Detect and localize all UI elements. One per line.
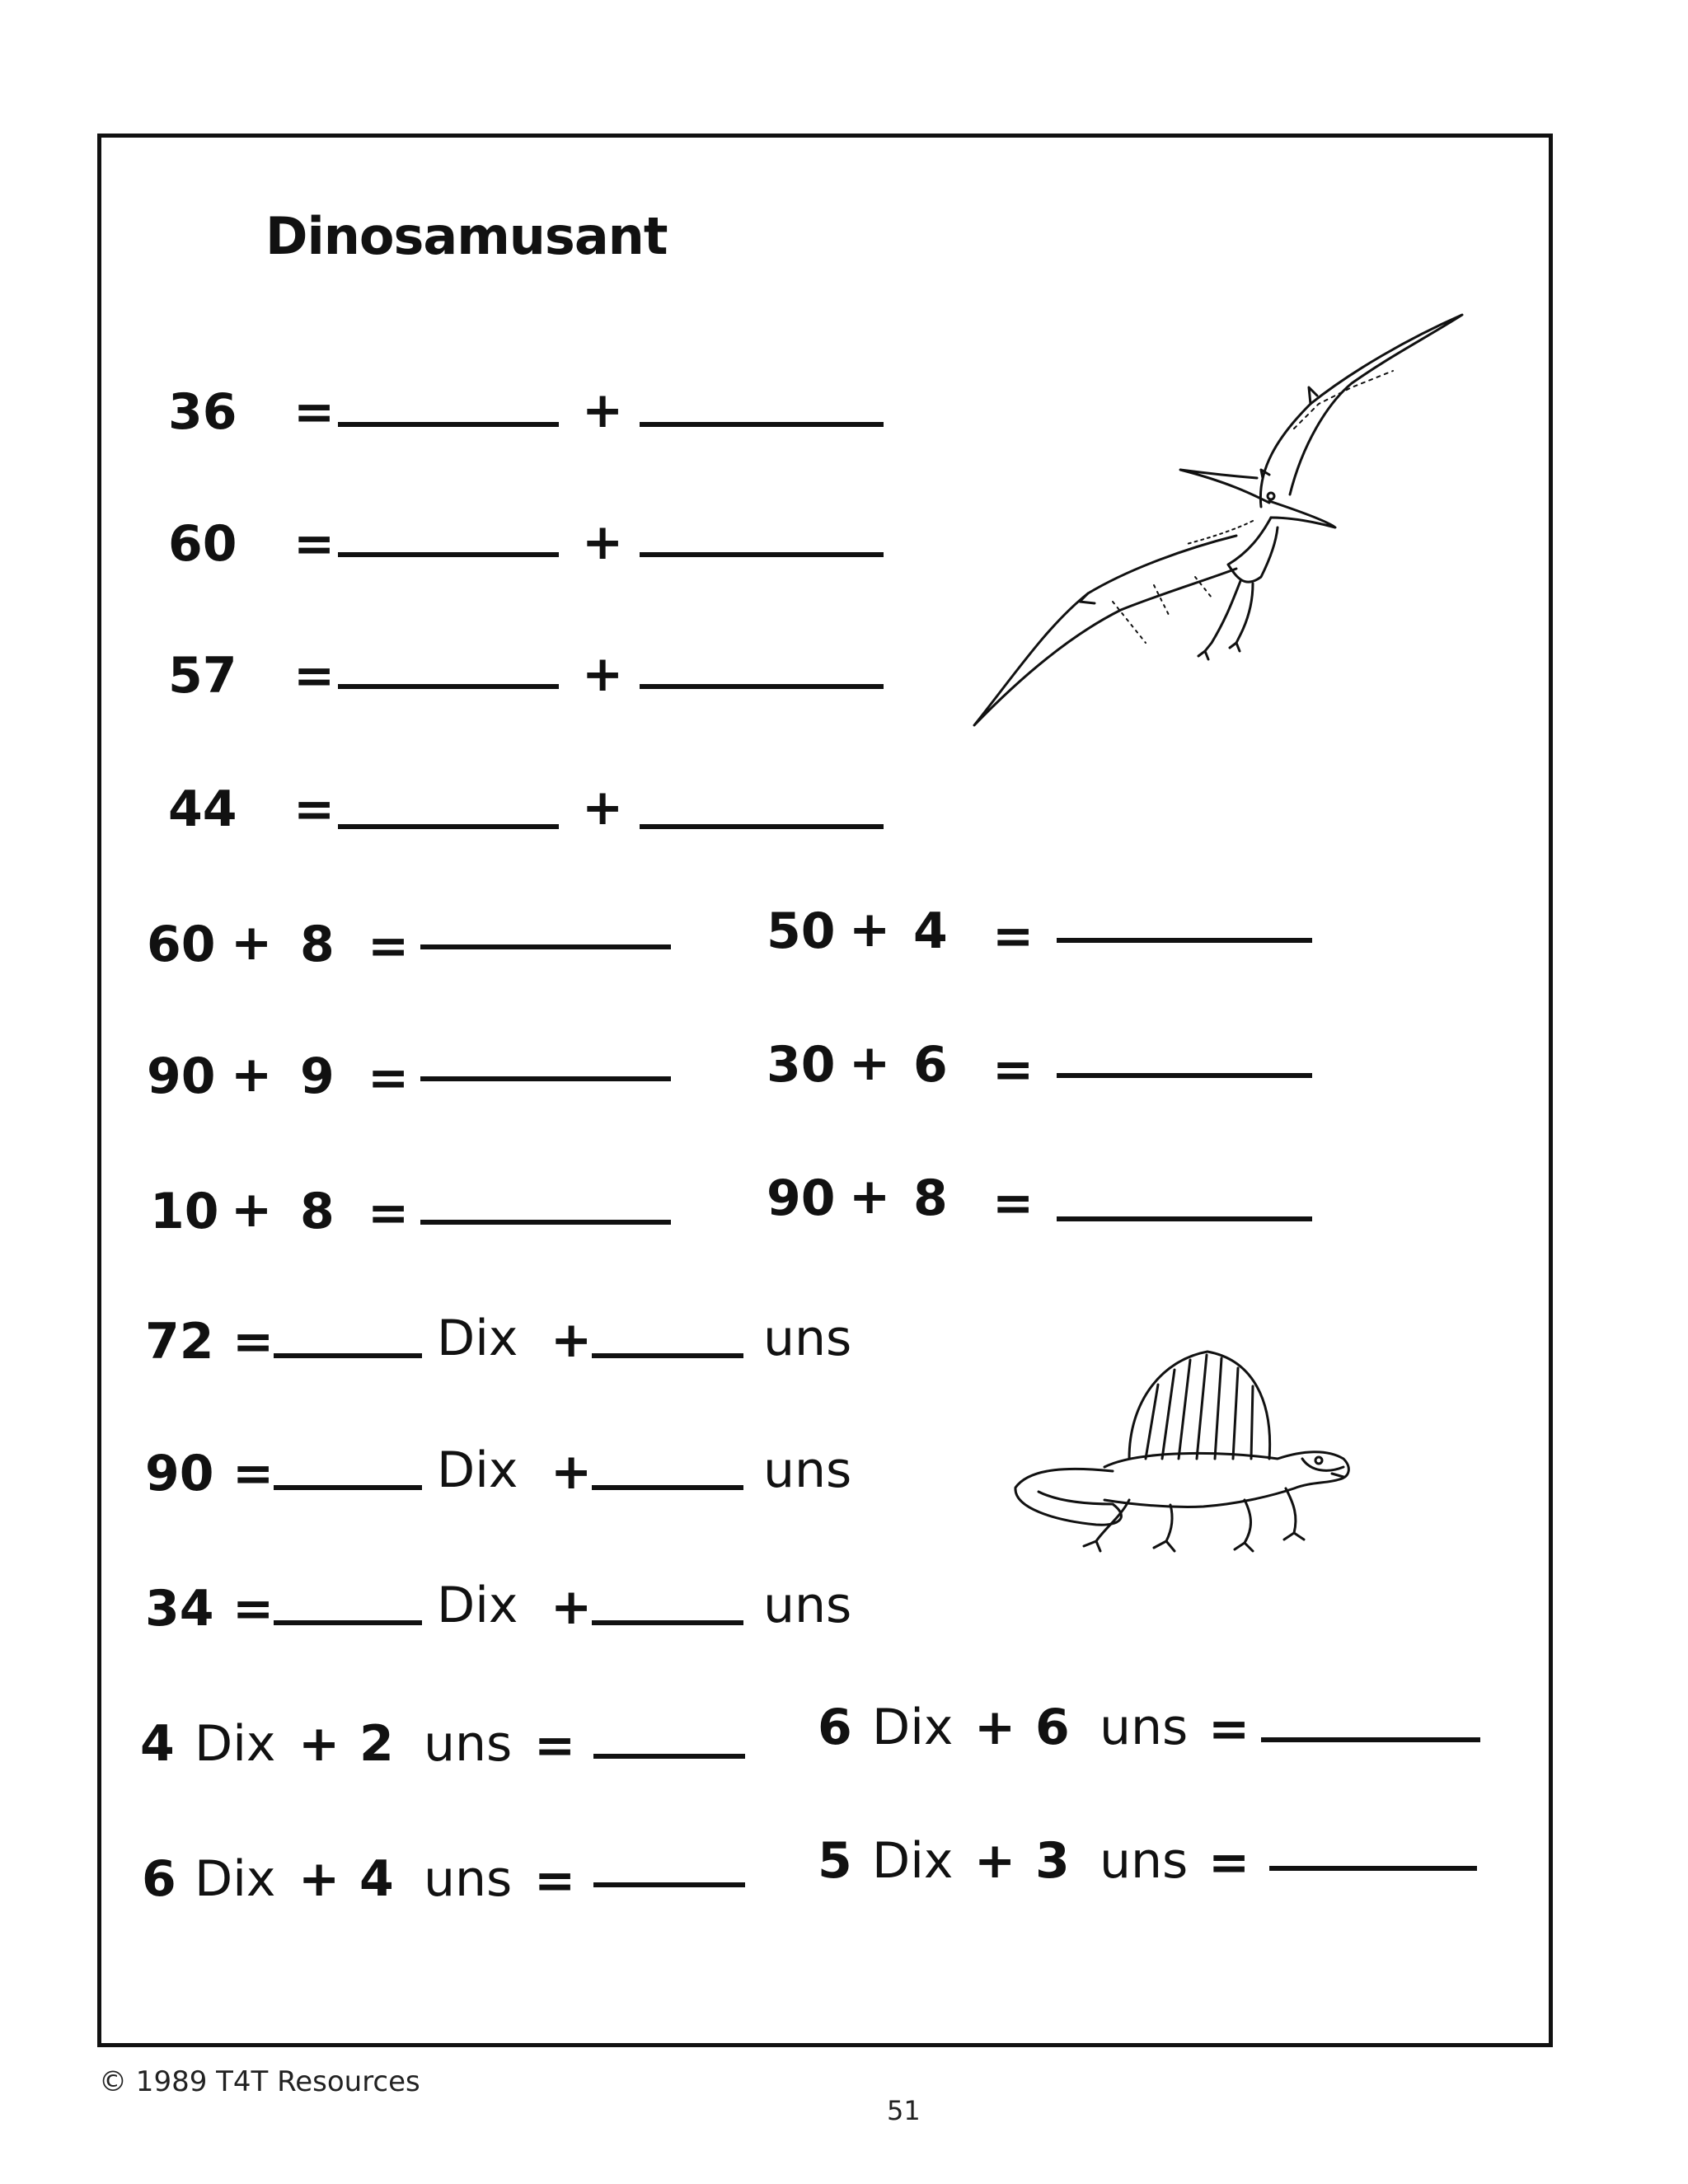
equals-sign: = bbox=[293, 780, 335, 838]
uns-label: uns bbox=[763, 1310, 852, 1367]
dix-label: Dix bbox=[872, 1699, 954, 1756]
problem-number: 34 bbox=[145, 1580, 214, 1638]
answer-blank[interactable] bbox=[593, 1882, 745, 1887]
plus-sign: + bbox=[582, 645, 624, 703]
problem-number: 90 bbox=[145, 1445, 214, 1502]
plus-sign: + bbox=[231, 1046, 273, 1104]
copyright-text: © 1989 T4T Resources bbox=[99, 2065, 420, 2098]
addend: 6 bbox=[913, 1036, 948, 1094]
ones-value: 4 bbox=[359, 1850, 394, 1908]
problem-number: 57 bbox=[168, 647, 237, 705]
plus-sign: + bbox=[551, 1443, 593, 1501]
ones-value: 2 bbox=[359, 1715, 394, 1773]
addend: 8 bbox=[300, 916, 335, 973]
answer-blank[interactable] bbox=[1057, 1216, 1312, 1221]
worksheet-title: Dinosamusant bbox=[265, 206, 668, 266]
uns-label: uns bbox=[763, 1577, 852, 1634]
equals-sign: = bbox=[293, 515, 335, 573]
dimetrodon-icon bbox=[1006, 1335, 1368, 1566]
ones-value: 3 bbox=[1035, 1832, 1070, 1890]
addend: 90 bbox=[767, 1169, 836, 1227]
dix-label: Dix bbox=[437, 1310, 518, 1367]
plus-sign: + bbox=[231, 914, 273, 972]
dix-label: Dix bbox=[437, 1577, 518, 1634]
dix-label: Dix bbox=[437, 1441, 518, 1499]
answer-blank[interactable] bbox=[338, 684, 559, 689]
uns-label: uns bbox=[424, 1850, 513, 1908]
plus-sign: + bbox=[231, 1181, 273, 1239]
plus-sign: + bbox=[849, 1034, 891, 1092]
equals-sign: = bbox=[232, 1313, 274, 1371]
uns-label: uns bbox=[1100, 1699, 1189, 1756]
uns-label: uns bbox=[763, 1441, 852, 1499]
tens-value: 5 bbox=[818, 1832, 852, 1890]
equals-sign: = bbox=[992, 1041, 1034, 1099]
addend: 8 bbox=[300, 1183, 335, 1240]
uns-label: uns bbox=[424, 1715, 513, 1773]
plus-sign: + bbox=[298, 1715, 340, 1773]
addend: 60 bbox=[147, 916, 216, 973]
plus-sign: + bbox=[974, 1832, 1016, 1890]
answer-blank[interactable] bbox=[338, 824, 559, 829]
answer-blank-tens[interactable] bbox=[274, 1620, 422, 1625]
equals-sign: = bbox=[368, 1049, 410, 1107]
plus-sign: + bbox=[849, 901, 891, 958]
answer-blank[interactable] bbox=[420, 944, 671, 949]
plus-sign: + bbox=[582, 779, 624, 837]
addend: 30 bbox=[767, 1036, 836, 1094]
addend: 10 bbox=[150, 1183, 219, 1240]
equals-sign: = bbox=[368, 917, 410, 975]
answer-blank[interactable] bbox=[338, 422, 559, 427]
answer-blank[interactable] bbox=[1261, 1737, 1480, 1742]
equals-sign: = bbox=[293, 383, 335, 441]
plus-sign: + bbox=[551, 1311, 593, 1369]
answer-blank[interactable] bbox=[640, 824, 884, 829]
answer-blank[interactable] bbox=[1057, 938, 1312, 943]
ones-value: 6 bbox=[1035, 1699, 1070, 1756]
answer-blank-ones[interactable] bbox=[592, 1620, 743, 1625]
page-number: 51 bbox=[887, 2095, 921, 2126]
answer-blank[interactable] bbox=[420, 1076, 671, 1081]
uns-label: uns bbox=[1100, 1832, 1189, 1890]
equals-sign: = bbox=[1208, 1834, 1250, 1891]
answer-blank[interactable] bbox=[640, 552, 884, 557]
tens-value: 4 bbox=[140, 1715, 175, 1773]
dix-label: Dix bbox=[195, 1850, 276, 1908]
addend: 8 bbox=[913, 1169, 948, 1227]
equals-sign: = bbox=[992, 1174, 1034, 1232]
addend: 4 bbox=[913, 902, 948, 960]
plus-sign: + bbox=[974, 1699, 1016, 1756]
addend: 9 bbox=[300, 1047, 335, 1105]
equals-sign: = bbox=[534, 1717, 576, 1774]
problem-number: 60 bbox=[168, 515, 237, 573]
equals-sign: = bbox=[232, 1445, 274, 1502]
equals-sign: = bbox=[534, 1852, 576, 1910]
answer-blank[interactable] bbox=[338, 552, 559, 557]
answer-blank[interactable] bbox=[420, 1220, 671, 1225]
answer-blank-ones[interactable] bbox=[592, 1353, 743, 1358]
addend: 50 bbox=[767, 902, 836, 960]
plus-sign: + bbox=[582, 382, 624, 439]
problem-number: 36 bbox=[168, 383, 237, 441]
answer-blank[interactable] bbox=[1269, 1866, 1477, 1871]
problem-number: 72 bbox=[145, 1313, 214, 1371]
answer-blank-tens[interactable] bbox=[274, 1485, 422, 1490]
tens-value: 6 bbox=[818, 1699, 852, 1756]
answer-blank-tens[interactable] bbox=[274, 1353, 422, 1358]
addend: 90 bbox=[147, 1047, 216, 1105]
answer-blank[interactable] bbox=[640, 422, 884, 427]
answer-blank[interactable] bbox=[640, 684, 884, 689]
plus-sign: + bbox=[582, 513, 624, 571]
answer-blank-ones[interactable] bbox=[592, 1485, 743, 1490]
equals-sign: = bbox=[992, 907, 1034, 965]
pterodactyl-icon bbox=[964, 305, 1475, 742]
dix-label: Dix bbox=[195, 1715, 276, 1773]
tens-value: 6 bbox=[142, 1850, 176, 1908]
equals-sign: = bbox=[368, 1184, 410, 1242]
equals-sign: = bbox=[232, 1580, 274, 1638]
dix-label: Dix bbox=[872, 1832, 954, 1890]
answer-blank[interactable] bbox=[1057, 1073, 1312, 1078]
equals-sign: = bbox=[1208, 1700, 1250, 1758]
answer-blank[interactable] bbox=[593, 1754, 745, 1759]
problem-number: 44 bbox=[168, 780, 237, 838]
equals-sign: = bbox=[293, 647, 335, 705]
plus-sign: + bbox=[551, 1578, 593, 1636]
plus-sign: + bbox=[298, 1850, 340, 1908]
plus-sign: + bbox=[849, 1168, 891, 1226]
